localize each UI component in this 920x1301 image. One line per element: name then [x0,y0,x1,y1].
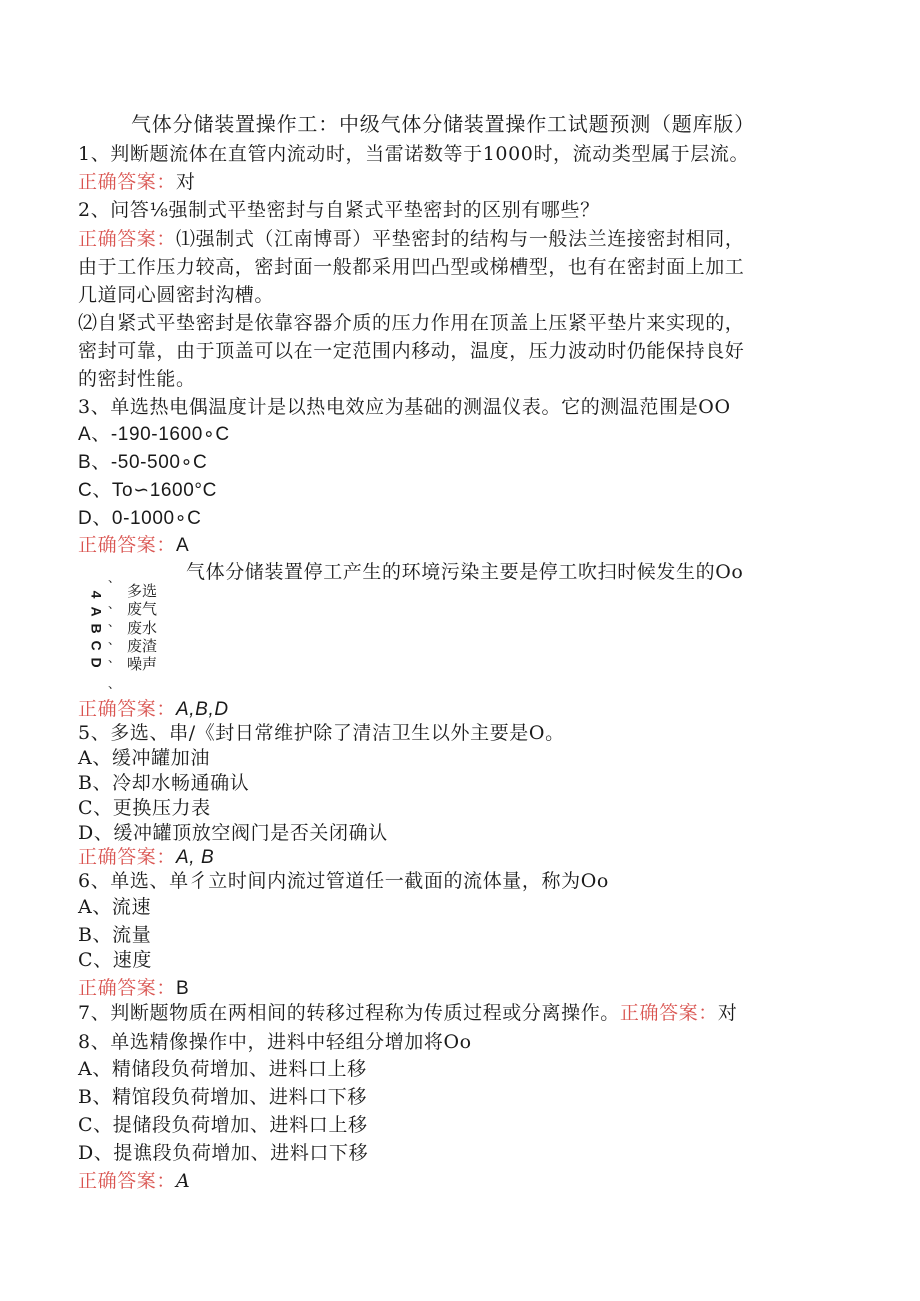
answer-label: 正确答案： [78,171,177,193]
answer-label: 正确答案： [619,1002,718,1024]
option-5a: A、缓冲罐加油 [78,747,210,769]
answer-label: 正确答案： [78,977,177,999]
answer-2-line-6: 的密封性能。 [78,368,196,390]
option-3c: C、To∽1600°C [78,480,217,501]
answer-text: ⑴强制式（江南博哥）平垫密封的结构与一般法兰连接密封相同， [176,228,745,250]
answer-value: A [176,1170,191,1192]
answer-2-line-5: 密封可靠，由于顶盖可以在一定范围内移动，温度，压力波动时仍能保持良好 [78,340,745,362]
answer-8 [78,1168,190,1194]
vertical-letter: 4 [88,590,105,599]
answer-value: A [176,535,190,556]
dash: 、 [108,571,121,585]
answer-4 [78,696,229,723]
option-8a: A、精储段负荷增加、进料口上移 [78,1058,367,1080]
dash: 、 [108,651,121,665]
question-6: 6、单选、单彳立时间内流过管道任一截面的流体量，称为Oo [78,870,609,892]
answer-value: 对 [176,171,196,193]
answer-2-line-1 [78,226,744,252]
question-2: 2、问答⅛强制式平垫密封与自紧式平垫密封的区别有哪些？ [78,199,600,221]
option-8b: B、精馆段负荷增加、进料口下移 [78,1086,367,1108]
answer-label: 正确答案： [78,228,177,250]
option-6c: C、速度 [78,949,152,971]
dash: 、 [108,633,121,647]
question-5: 5、多选、串/《封日常维护除了清洁卫生以外主要是O。 [78,722,565,744]
question-3: 3、单选热电偶温度计是以热电效应为基础的测温仪表。它的测温范围是OO [78,396,731,418]
option-6b: B、流量 [78,924,152,946]
answer-label: 正确答案： [78,846,177,868]
answer-5 [78,844,214,871]
answer-2-line-3: 几道同心圆密封沟槽。 [78,284,275,306]
option-4c: 废渣 [127,637,158,655]
answer-3 [78,532,189,559]
option-5b: B、冷却水畅通确认 [78,772,250,794]
option-8c: C、提储段负荷增加、进料口上移 [78,1114,368,1136]
vertical-letter: C [88,640,105,651]
answer-1 [78,169,196,195]
option-6a: A、流速 [78,896,152,918]
answer-label: 正确答案： [78,698,177,720]
option-4a: 废气 [127,600,158,618]
option-3d: D、0-1000∘C [78,508,202,529]
vertical-letter: B [88,623,105,634]
question-4-vertical-letters [89,586,103,671]
answer-value: A, B [176,847,215,868]
dash: 、 [108,597,121,611]
option-3b: B、-50-500∘C [78,452,208,473]
answer-value: B [176,978,190,999]
dash: 、 [108,615,121,629]
answer-value: A,B,D [176,699,229,720]
question-1: 1、判断题流体在直管内流动时，当雷诺数等于1000时，流动类型属于层流。 [78,143,750,165]
option-4b: 废水 [127,619,158,637]
answer-value: 对 [717,1002,738,1024]
answer-label: 正确答案： [78,1170,177,1192]
option-8d: D、提谯段负荷增加、进料口下移 [78,1142,369,1164]
answer-2-line-4: ⑵自紧式平垫密封是依靠容器介质的压力作用在顶盖上压紧平垫片来实现的， [78,312,745,334]
page-title: 气体分储装置操作工：中级气体分储装置操作工试题预测（题库版） [131,112,755,136]
option-5c: C、更换压力表 [78,797,211,819]
answer-label: 正确答案： [78,534,177,556]
dash: 、 [108,677,121,691]
vertical-letter: D [88,657,105,668]
question-7-text: 7、判断题物质在两相间的转移过程称为传质过程或分离操作。 [78,1002,620,1024]
answer-2-line-2: 由于工作压力较高，密封面一般都采用凹凸型或梯槽型，也有在密封面上加工 [78,256,745,278]
answer-6 [78,975,189,1002]
question-4-type: 多选 [127,582,158,600]
question-7 [78,1000,738,1026]
option-3a: A、-190-1600∘C [78,424,230,445]
question-4: 气体分储装置停工产生的环境污染主要是停工吹扫时候发生的Oo [186,561,744,583]
option-5d: D、缓冲罐顶放空阀门是否关闭确认 [78,822,388,844]
question-8: 8、单选精像操作中，进料中轻组分增加将Oo [78,1031,472,1053]
option-4d: 噪声 [127,655,158,673]
vertical-letter: A [88,606,105,617]
